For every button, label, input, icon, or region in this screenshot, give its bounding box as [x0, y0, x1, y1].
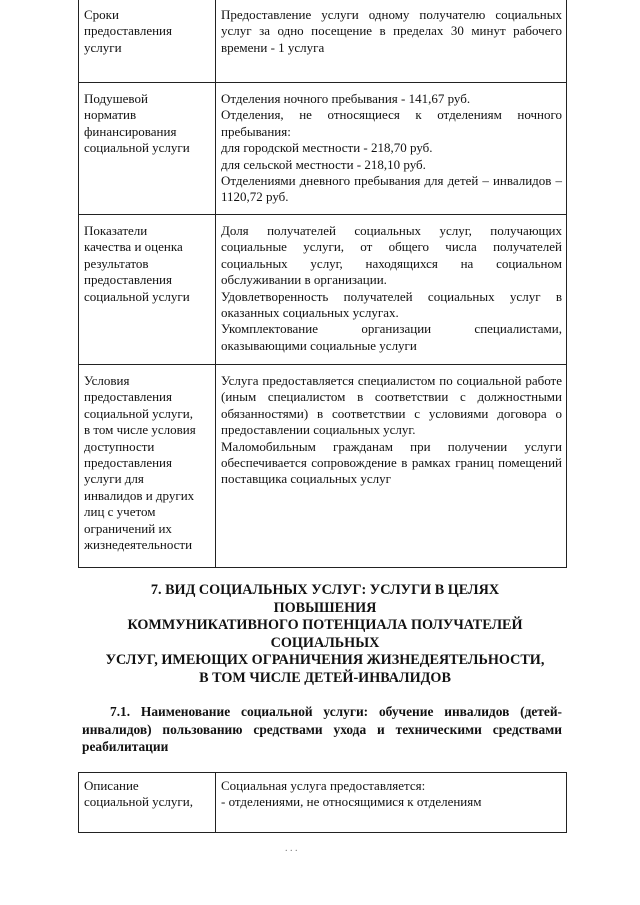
label-line: Показатели: [84, 223, 148, 238]
scan-marks: . . .: [285, 843, 298, 854]
row-label-cell: [79, 365, 216, 568]
subheading-text: 7.1. Наименование социальной услуги: обучение инвалидов (детей-инвалидов) пользованию средствами ухода и техническими средствами реабилитации: [82, 704, 562, 754]
row-label-cell: [79, 0, 216, 83]
row-label-cell: [79, 773, 216, 833]
label-line: норматив: [84, 107, 137, 123]
label-line: лиц с учетом: [84, 504, 156, 520]
table-row: [79, 365, 567, 568]
label-line: в том числе условия: [84, 422, 196, 438]
table-row: [79, 773, 567, 833]
section-title-line: УСЛУГ, ИМЕЮЩИХ ОГРАНИЧЕНИЯ ЖИЗНЕДЕЯТЕЛЬНОСТИ,: [105, 652, 545, 669]
value-paragraph: Социальная услуга предоставляется:: [221, 778, 426, 793]
label-line: качества и оценка: [84, 239, 183, 255]
row-label-cell: [79, 83, 216, 215]
label-line: ограничений их: [84, 520, 172, 536]
section-title: [60, 582, 590, 688]
label-line: услуги: [84, 39, 122, 55]
row-label-cell: [79, 215, 216, 365]
label-line: жизнедеятельности: [84, 537, 193, 553]
table-row: [79, 215, 567, 365]
value-paragraph: Отделения ночного пребывания - 141,67 руб.: [221, 91, 471, 106]
section-title-line: ПОВЫШЕНИЯ: [273, 599, 377, 616]
service-details-table: [78, 0, 567, 568]
row-value-cell: [216, 365, 567, 568]
value-paragraph: Доля получателей социальных услуг, получающих социальные услуги, от общего числа получателей социальных услуг, находящихся на социальном обслуживании в организации.: [221, 223, 562, 288]
row-value-cell: [216, 215, 567, 365]
section-title-line: 7. ВИД СОЦИАЛЬНЫХ УСЛУГ: УСЛУГИ В ЦЕЛЯХ: [150, 582, 500, 598]
value-paragraph: - отделениями, не относящимися к отделениям: [221, 794, 482, 810]
table-row: [79, 83, 567, 215]
label-line: Условия: [84, 373, 130, 388]
label-line: инвалидов и других: [84, 487, 195, 503]
value-paragraph: Удовлетворенность получателей социальных услуг в оказанных социальных услугах.: [221, 288, 562, 321]
label-line: финансирования: [84, 123, 177, 139]
value-paragraph: Услуга предоставляется специалистом по социальной работе (иным специалистом в соответствии с должностными обязанностями) в соответствии с условиями договора о предоставлении социальных услуг.: [221, 373, 562, 438]
value-paragraph: Отделениями дневного пребывания для детей – инвалидов –1120,72 руб.: [221, 173, 562, 205]
value-paragraph: Отделения, не относящиеся к отделениям ночного пребывания:: [221, 107, 562, 139]
label-line: услуги для: [84, 471, 144, 487]
label-line: доступности: [84, 438, 155, 454]
label-line: социальной услуги,: [84, 405, 193, 421]
label-line: социальной услуги,: [84, 794, 193, 810]
value-paragraph: Укомплектование организации специалистами, оказывающими социальные услуги: [221, 321, 562, 353]
row-value-cell: [216, 83, 567, 215]
row-value-cell: [216, 0, 567, 83]
label-line: социальной услуги: [84, 140, 190, 156]
label-line: Сроки: [84, 7, 119, 22]
value-paragraph: Предоставление услуги одному получателю социальных услуг за одно посещение в пределах 30 минут рабочего времени - 1 услуга: [221, 7, 562, 55]
service-subheading: [82, 703, 562, 756]
label-line: предоставления: [84, 23, 172, 39]
table-row: [79, 0, 567, 83]
section-title-line: КОММУНИКАТИВНОГО ПОТЕНЦИАЛА ПОЛУЧАТЕЛЕЙ: [127, 617, 523, 634]
section-title-line: СОЦИАЛЬНЫХ: [270, 634, 380, 651]
label-line: Описание: [84, 778, 139, 793]
label-line: Подушевой: [84, 91, 148, 106]
label-line: результатов: [84, 255, 149, 271]
value-paragraph: для городской местности - 218,70 руб.: [221, 140, 433, 156]
service-description-table: [78, 772, 567, 833]
label-line: социальной услуги: [84, 288, 190, 304]
label-line: предоставления: [84, 389, 172, 405]
label-line: предоставления: [84, 455, 172, 471]
value-paragraph: Маломобильным гражданам при получении услуги обеспечивается сопровождение в рамках границ помещений поставщика социальных услуг: [221, 438, 562, 487]
row-value-cell: [216, 773, 567, 833]
label-line: предоставления: [84, 272, 172, 288]
section-title-line: В ТОМ ЧИСЛЕ ДЕТЕЙ-ИНВАЛИДОВ: [199, 669, 451, 686]
value-paragraph: для сельской местности - 218,10 руб.: [221, 156, 426, 172]
